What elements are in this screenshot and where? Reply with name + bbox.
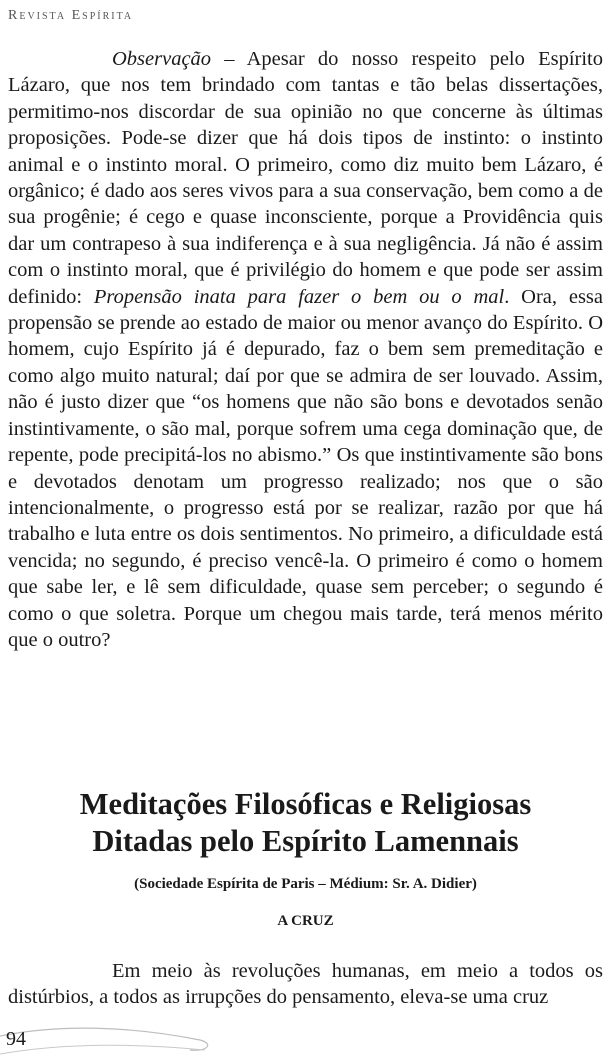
- page-number: 94: [6, 1028, 26, 1050]
- observation-text-a: – Apesar do nosso respeito pelo Espírito Lázaro, que nos tem brindado com tantas e tão belas dissertações, permitimo-nos discordar de sua opinião no que concerne às últimas proposições. Pode-se dizer que há dois tipos de instinto: o instinto animal e o instinto moral. O primeiro, como diz muito bem Lázaro, é orgânico; é dado aos seres vivos para a sua conservação, bem como a de sua progênie; é cego e quase inconsciente, porque a Providência quis dar um contrapeso à sua indiferença e à sua negligência. Já não é assim com o instinto moral, que é privilégio do homem e que pode ser assim definido:: [8, 48, 603, 308]
- section-title: [0, 786, 611, 860]
- page-flourish-ornament: [0, 1020, 260, 1060]
- section-heading: A CRUZ: [277, 913, 334, 929]
- instinct-definition: Propensão inata para fazer o bem ou o mal: [93, 285, 505, 308]
- cross-paragraph: [8, 958, 603, 1011]
- section-title-line1: Meditações Filosóficas e Religiosas: [79, 787, 532, 821]
- running-head: Revista Espírita: [8, 8, 134, 23]
- observation-text-b: . Ora, essa propensão se prende ao estado de maior ou menor avanço do Espírito. O homem, cujo Espírito já é depurado, faz o bem sem premeditação e como algo muito natural; daí por que se admira de ser louvado. Assim, não é justo dizer que “os homens que não são bons e devotados senão instintivamente, o são mal, porque sofrem uma cega dominação que, de repente, pode precipitá-los no abismo.” Os que instintivamente são bons e devotados denotam um progresso realizado; nos que o são intencionalmente, o progresso está por se realizar, razão por que há trabalho e luta entre os dois sentimentos. No primeiro, a dificuldade está vencida; no segundo, é preciso vencê-la. O primeiro é como o homem que sabe ler, e lê sem dificuldade, quase sem perceber; o segundo é como o que soletra. Porque um chegou mais tarde, terá menos mérito que o outro?: [8, 285, 604, 651]
- observation-label: Observação: [112, 48, 212, 70]
- section-title-line2: Ditadas pelo Espírito Lamennais: [92, 824, 519, 858]
- observation-paragraph: [8, 46, 603, 653]
- section-subtitle: (Sociedade Espírita de Paris – Médium: Sr. A. Didier): [134, 876, 477, 892]
- cross-opening: Em meio às revoluções humanas, em meio a todos os distúrbios, a todos as irrupções do pensamento, eleva-se uma cruz: [8, 960, 603, 1009]
